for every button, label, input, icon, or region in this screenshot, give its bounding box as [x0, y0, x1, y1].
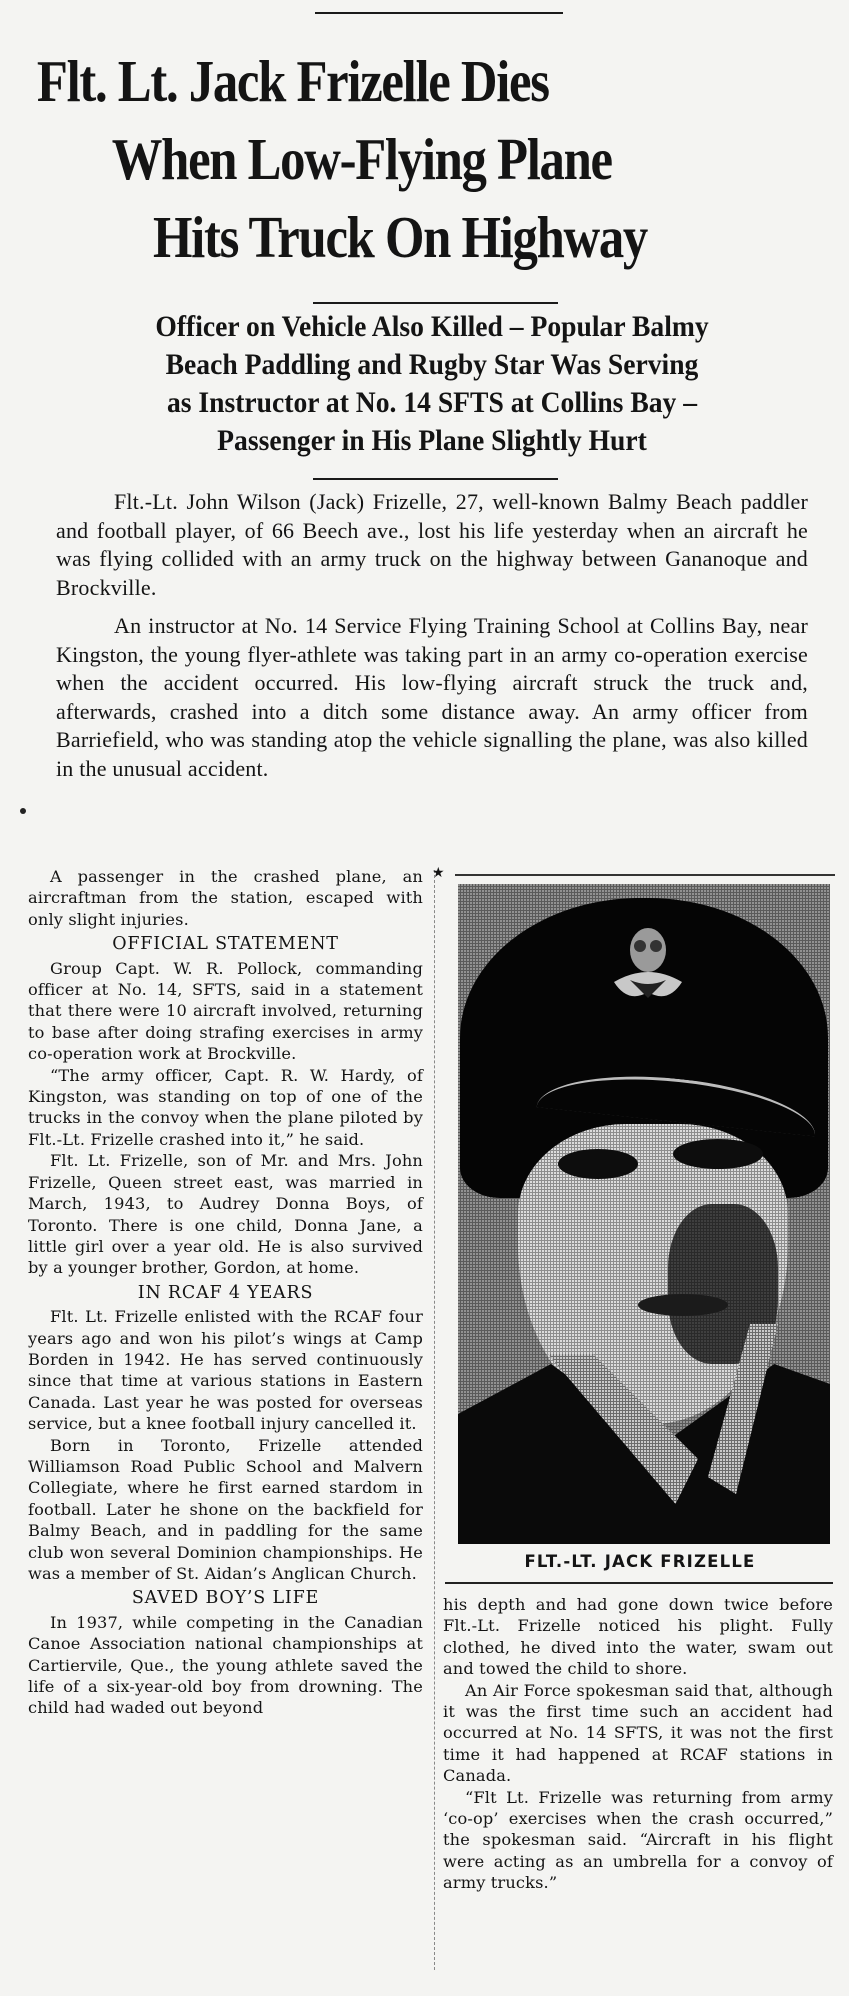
subhead-official-statement: OFFICIAL STATEMENT [112, 934, 339, 955]
body-paragraph: “Flt Lt. Frizelle was returning from army ‘co-op’ exercises when the crash occurred,” the spokesman said. “Aircraft in his flight were acting as an umbrella for a convoy of army trucks.” [443, 1787, 833, 1893]
body-paragraph: In 1937, while competing in the Canadian Canoe Association national championships at Cartiervile, Que., the young athlete saved the life of a six-year-old boy from drowning. The child had waded out beyond [28, 1612, 423, 1718]
deck [55, 308, 809, 460]
right-eye [673, 1139, 763, 1169]
deck-line-3: as Instructor at No. 14 SFTS at Collins Bay – [166, 386, 698, 419]
photo-top-rule [455, 874, 835, 876]
body-paragraph: An Air Force spokesman said that, although it was the first time such an accident had occurred at No. 14 SFTS, it was not the first time it had happened at RCAF stations in Canada. [443, 1680, 833, 1786]
body-paragraph: A passenger in the crashed plane, an aircraftman from the station, escaped with only slight injuries. [28, 867, 423, 929]
deck-line-1: Officer on Vehicle Also Killed – Popular Balmy [155, 310, 709, 343]
deck-line-2: Beach Paddling and Rugby Star Was Serving [165, 348, 699, 381]
deck-divider [313, 478, 558, 480]
subhead-in-rcaf: IN RCAF 4 YEARS [137, 1282, 314, 1303]
photo-caption: FLT.-LT. JACK FRIZELLE [524, 1552, 756, 1571]
body-paragraph: his depth and had gone down twice before Flt.-Lt. Frizelle noticed his plight. Fully clothed, he dived into the water, swam out and towed the child to shore. [443, 1595, 833, 1679]
body-paragraph: Born in Toronto, Frizelle attended Williamson Road Public School and Malvern Collegiate, where he first earned stardom in football. Later he shone on the backfield for Balmy Beach, and in paddling for the same club won several Dominion championships. He was a member of St. Aidan’s Anglican Church. [28, 1435, 423, 1583]
left-eye [558, 1149, 638, 1179]
column-divider [434, 870, 436, 1970]
mouth [638, 1294, 728, 1316]
body-paragraph: Group Capt. W. R. Pollock, commanding officer at No. 14, SFTS, said in a statement that there were 10 aircraft involved, returning to base after doing strafing exercises in army co-operation work at Brockville. [28, 958, 423, 1064]
rcaf-cap-badge-icon [608, 922, 688, 1018]
body-paragraph: Flt. Lt. Frizelle, son of Mr. and Mrs. John Frizelle, Queen street east, was married in March, 1943, to Audrey Donna Boys, of Toronto. There is one child, Donna Jane, a little girl over a year old. He is also survived by a younger brother, Gordon, at home. [28, 1151, 423, 1278]
portrait-photo [458, 884, 830, 1544]
headline-divider [313, 302, 558, 304]
headline-line-3: Hits Truck On Highway [152, 204, 648, 270]
print-speck [20, 808, 26, 814]
body-paragraph: Flt. Lt. Frizelle enlisted with the RCAF four years ago and won his pilot’s wings at Camp Borden in 1942. He has served continuously since that time at various stations in Eastern Canada. Last year he was posted for overseas service, but a knee football injury cancelled it. [28, 1307, 423, 1434]
left-column [28, 866, 423, 1719]
subhead-saved-boys-life: SAVED BOY’S LIFE [131, 1588, 320, 1609]
top-rule [315, 12, 563, 14]
headline [30, 42, 727, 276]
caption-rule [445, 1582, 833, 1584]
lead-paragraph: An instructor at No. 14 Service Flying Training School at Collins Bay, near Kingston, the young flyer-athlete was taking part in an army co-operation exercise when the accident occurred. His low-flying aircraft struck the truck and, afterwards, crashed into a ditch some distance away. An army officer from Barriefield, who was standing atop the vehicle signalling the plane, was also killed in the unusual accident. [56, 613, 808, 781]
body-paragraph: “The army officer, Capt. R. W. Hardy, of Kingston, was standing on top of one of the trucks in the convoy when the plane piloted by Flt.-Lt. Frizelle crashed into it,” he said. [28, 1065, 423, 1149]
headline-line-2: When Low-Flying Plane [111, 126, 612, 192]
star-icon: ★ [432, 865, 445, 881]
lead-text [56, 488, 808, 793]
lead-paragraph: Flt.-Lt. John Wilson (Jack) Frizelle, 27, well-known Balmy Beach paddler and football player, of 66 Beech ave., lost his life yesterday when an aircraft he was flying collided with an army truck on the highway between Gananoque and Brockville. [56, 489, 808, 600]
headline-line-1: Flt. Lt. Jack Frizelle Dies [36, 48, 549, 114]
right-column [443, 1594, 833, 1894]
deck-line-4: Passenger in His Plane Slightly Hurt [217, 424, 647, 457]
